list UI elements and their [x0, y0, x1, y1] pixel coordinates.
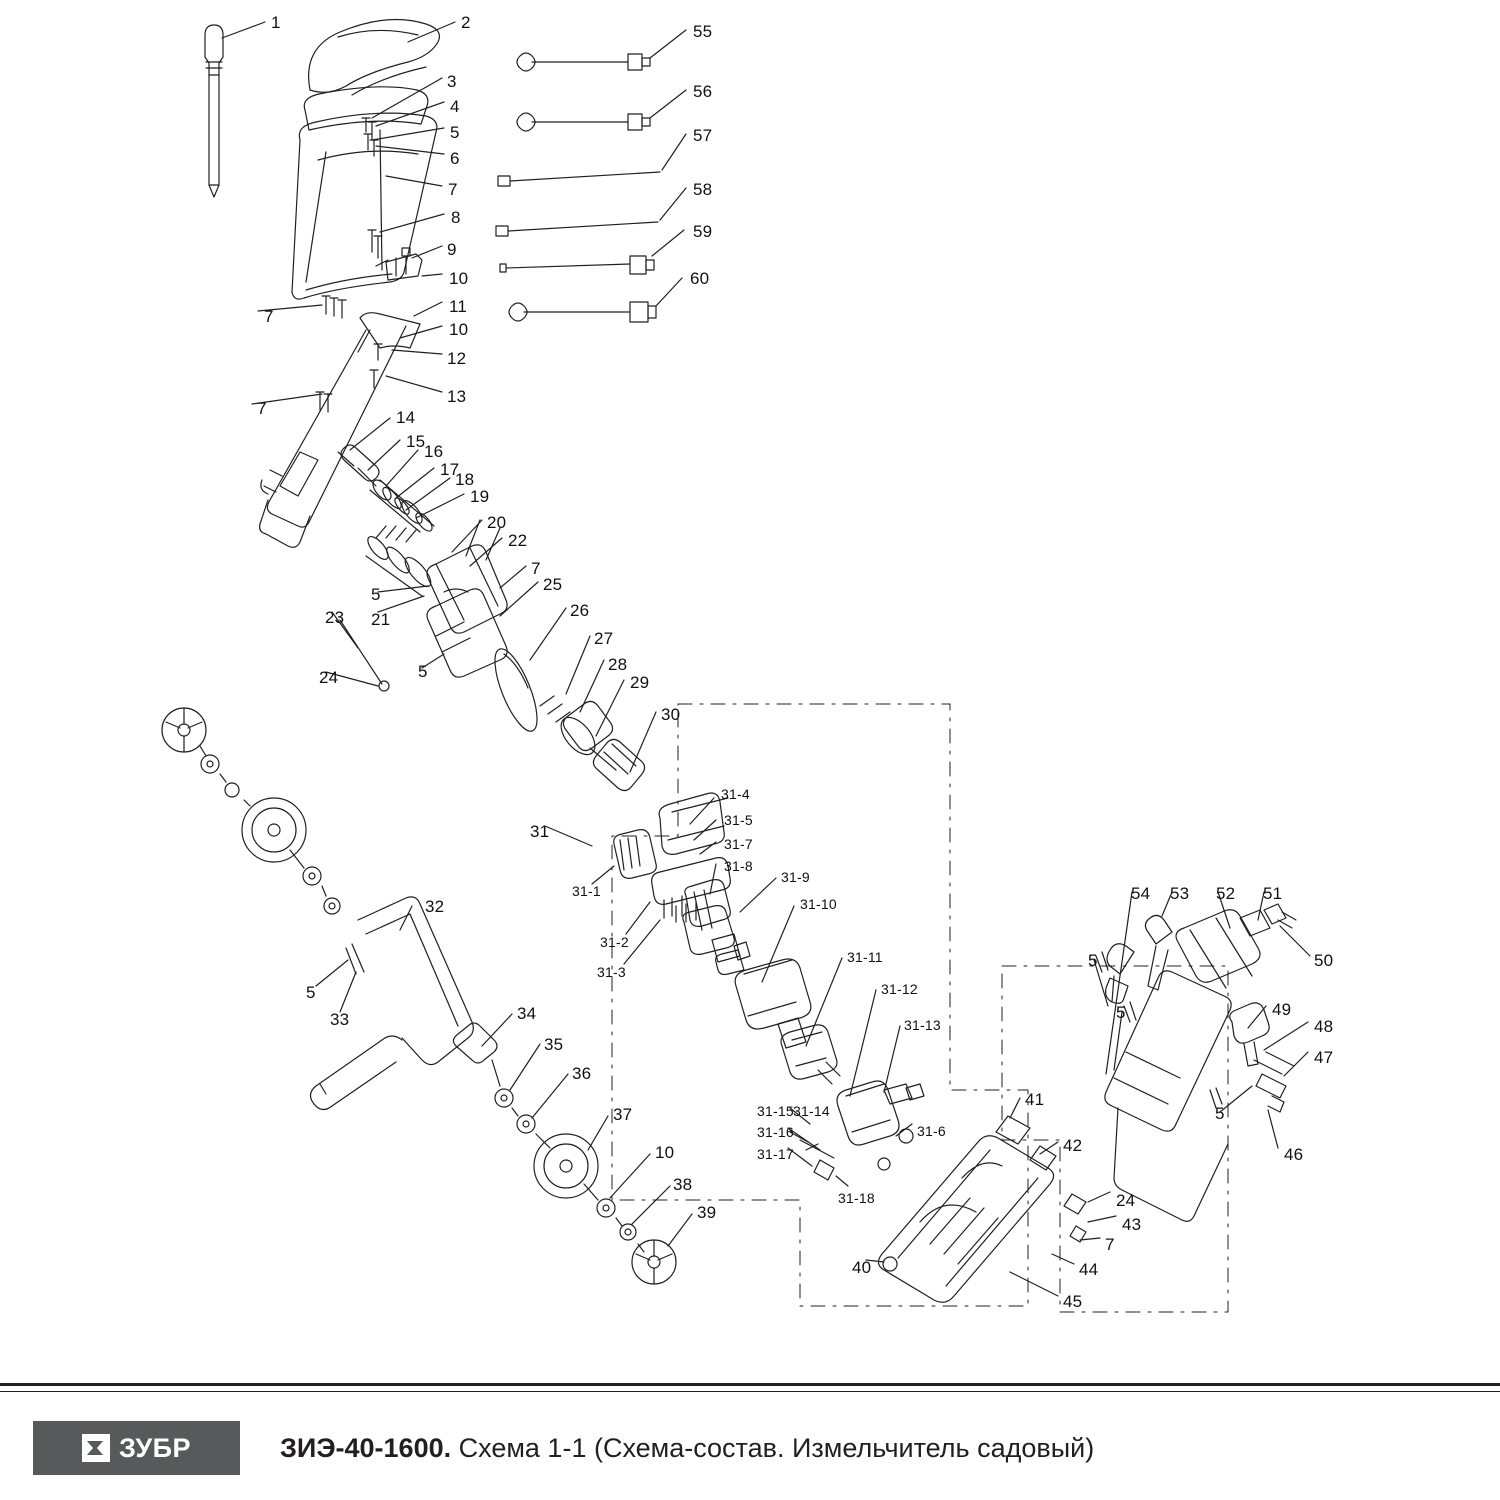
callout-31-13: 31-13	[904, 1017, 941, 1033]
callout-22: 22	[508, 531, 528, 550]
callout-31-3: 31-3	[597, 964, 626, 980]
scheme-title: Схема 1-1 (Схема-состав. Измельчитель садовый)	[458, 1432, 1095, 1463]
callout-7b: 7	[264, 307, 274, 326]
callout-18: 18	[455, 470, 475, 489]
callout-4: 4	[450, 97, 460, 116]
callout-54: 54	[1131, 884, 1151, 903]
callout-55: 55	[693, 22, 713, 41]
callout-44: 44	[1079, 1260, 1099, 1279]
callout-57: 57	[693, 126, 713, 145]
callout-40: 40	[852, 1258, 872, 1277]
callout-36: 36	[572, 1064, 592, 1083]
callout-31-16: 31-16	[757, 1124, 794, 1140]
footer-divider-thin	[0, 1391, 1500, 1392]
sheet-caption	[280, 1433, 1094, 1464]
callout-14: 14	[396, 408, 416, 427]
callout-27: 27	[594, 629, 614, 648]
callout-31-11: 31-11	[847, 949, 883, 965]
callout-31-12: 31-12	[881, 981, 918, 997]
callout-11: 11	[449, 297, 468, 316]
callout-23: 23	[325, 608, 345, 627]
callout-58: 58	[693, 180, 713, 199]
callout-7e: 7	[1105, 1235, 1115, 1254]
callout-31-5: 31-5	[724, 812, 753, 828]
callout-59: 59	[693, 222, 713, 241]
callout-19: 19	[470, 487, 490, 506]
callout-20: 20	[487, 513, 507, 532]
callout-47: 47	[1314, 1048, 1334, 1067]
callout-2: 2	[461, 13, 471, 32]
callout-10b: 10	[449, 320, 469, 339]
callout-42: 42	[1063, 1136, 1083, 1155]
footer	[0, 1396, 1500, 1500]
callout-5: 5	[450, 123, 460, 142]
callout-31-2: 31-2	[600, 934, 629, 950]
callout-39: 39	[697, 1203, 717, 1222]
callout-21: 21	[371, 610, 391, 629]
callout-24a: 24	[319, 668, 339, 687]
callout-46: 46	[1284, 1145, 1304, 1164]
callout-25: 25	[543, 575, 563, 594]
callout-35: 35	[544, 1035, 564, 1054]
brand-logo	[33, 1421, 240, 1475]
callout-31: 31	[530, 822, 550, 841]
callout-31-17: 31-17	[757, 1146, 794, 1162]
brand-name: ЗУБР	[118, 1432, 192, 1463]
callout-17: 17	[440, 460, 460, 479]
model-code: ЗИЭ-40-1600.	[280, 1432, 452, 1463]
callout-5c: 5	[418, 662, 428, 681]
callout-33: 33	[330, 1010, 350, 1029]
callout-9: 9	[447, 240, 457, 259]
callout-10a: 10	[449, 269, 469, 288]
callout-31-18: 31-18	[838, 1190, 875, 1206]
callout-5d: 5	[306, 983, 316, 1002]
callout-24b: 24	[1116, 1191, 1136, 1210]
callout-31-14: 31-14	[793, 1103, 830, 1119]
callout-52: 52	[1216, 884, 1236, 903]
callout-48: 48	[1314, 1017, 1334, 1036]
zubr-arrow-icon	[82, 1434, 110, 1462]
callout-26: 26	[570, 601, 590, 620]
callout-15: 15	[406, 432, 426, 451]
callout-34: 34	[517, 1004, 537, 1023]
callout-41: 41	[1025, 1090, 1045, 1109]
callout-53: 53	[1170, 884, 1190, 903]
callout-31-6: 31-6	[917, 1123, 946, 1139]
callout-7a: 7	[448, 180, 458, 199]
callout-12: 12	[447, 349, 467, 368]
callout-5b: 5	[371, 585, 381, 604]
callout-49: 49	[1272, 1000, 1292, 1019]
callout-8: 8	[451, 208, 461, 227]
callout-13: 13	[447, 387, 467, 406]
callout-30: 30	[661, 705, 681, 724]
callout-31-10: 31-10	[800, 896, 837, 912]
callout-31-15: 31-15	[757, 1103, 794, 1119]
callout-3: 3	[447, 72, 457, 91]
callout-37: 37	[613, 1105, 633, 1124]
callout-43: 43	[1122, 1215, 1142, 1234]
callout-50: 50	[1314, 951, 1334, 970]
callout-31-1: 31-1	[572, 883, 601, 899]
callout-28: 28	[608, 655, 628, 674]
callout-7d: 7	[531, 559, 541, 578]
callout-16: 16	[424, 442, 444, 461]
callout-45: 45	[1063, 1292, 1083, 1311]
callout-31-9: 31-9	[781, 869, 810, 885]
callout-31-8: 31-8	[724, 858, 753, 874]
callout-51: 51	[1263, 884, 1283, 903]
footer-divider-thick	[0, 1383, 1500, 1386]
callout-6: 6	[450, 149, 460, 168]
callout-1: 1	[271, 13, 281, 32]
callout-56: 56	[693, 82, 713, 101]
callout-5g: 5	[1215, 1104, 1225, 1123]
callout-10c: 10	[655, 1143, 675, 1162]
callout-7c: 7	[257, 399, 267, 418]
callout-31-4: 31-4	[721, 786, 750, 802]
callout-38: 38	[673, 1175, 693, 1194]
callout-60: 60	[690, 269, 710, 288]
callout-32: 32	[425, 897, 445, 916]
callout-29: 29	[630, 673, 650, 692]
callout-5f: 5	[1116, 1003, 1126, 1022]
callout-31-7: 31-7	[724, 836, 753, 852]
callout-5e: 5	[1088, 951, 1098, 970]
